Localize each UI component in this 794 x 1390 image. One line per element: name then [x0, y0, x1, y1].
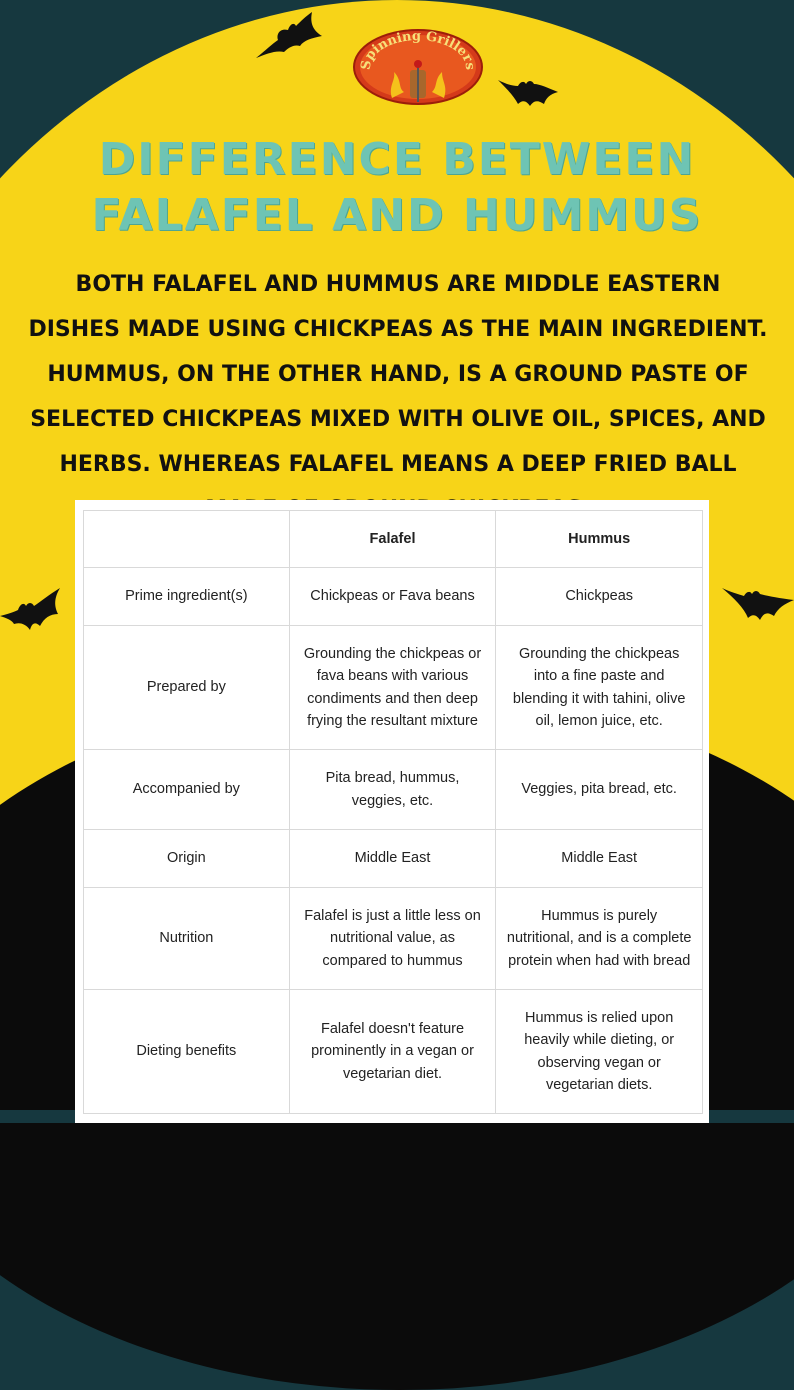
row-label: Prepared by [84, 626, 290, 750]
table-row [84, 990, 703, 1114]
table-row [84, 750, 703, 830]
table-row [84, 568, 703, 626]
row-label: Prime ingredient(s) [84, 568, 290, 626]
falafel-cell: Falafel doesn't feature prominently in a vegan or vegetarian diet. [289, 990, 496, 1114]
row-label: Accompanied by [84, 750, 290, 830]
intro-paragraph: BOTH FALAFEL AND HUMMUS ARE MIDDLE EASTERN DISHES MADE USING CHICKPEAS AS THE MAIN INGREDIENT. HUMMUS, ON THE OTHER HAND, IS A GROUND PASTE OF SELECTED CHICKPEAS MIXED WITH OLIVE OIL, SPICES, AND HERBS. WHEREAS FALAFEL MEANS A DEEP FRIED BALL [28, 272, 768, 477]
table-row [84, 888, 703, 990]
table-row [84, 626, 703, 750]
falafel-cell: Chickpeas or Fava beans [289, 568, 496, 626]
falafel-cell: Pita bread, hummus, veggies, etc. [289, 750, 496, 830]
comparison-table [83, 510, 703, 1114]
falafel-cell: Middle East [289, 830, 496, 888]
falafel-cell: Falafel is just a little less on nutritional value, as compared to hummus [289, 888, 496, 990]
bat-icon [498, 74, 558, 110]
row-label: Origin [84, 830, 290, 888]
header-cell-empty [84, 511, 290, 568]
logo-text: Spinning Grillers [358, 28, 478, 71]
header-cell-falafel: Falafel [289, 511, 496, 568]
table-row [84, 830, 703, 888]
table-header-row [84, 511, 703, 568]
hummus-cell: Grounding the chickpeas into a fine paste and blending it with tahini, olive oil, lemon juice, etc. [496, 626, 703, 750]
row-label: Nutrition [84, 888, 290, 990]
hummus-cell: Hummus is purely nutritional, and is a complete protein when had with bread [496, 888, 703, 990]
falafel-cell: Grounding the chickpeas or fava beans with various condiments and then deep frying the resultant mixture [289, 626, 496, 750]
hummus-cell: Veggies, pita bread, etc. [496, 750, 703, 830]
comparison-card [75, 500, 709, 1123]
bat-icon [0, 586, 62, 634]
row-label: Dieting benefits [84, 990, 290, 1114]
hummus-cell: Hummus is relied upon heavily while dieting, or observing vegan or vegetarian diets. [496, 990, 703, 1114]
bat-icon [722, 584, 794, 628]
hummus-cell: Middle East [496, 830, 703, 888]
bat-icon [254, 10, 324, 62]
hummus-cell: Chickpeas [496, 568, 703, 626]
header-cell-hummus: Hummus [496, 511, 703, 568]
logo-icon [352, 28, 484, 106]
page-title: DIFFERENCE BETWEEN FALAFEL AND HUMMUS [91, 134, 703, 241]
